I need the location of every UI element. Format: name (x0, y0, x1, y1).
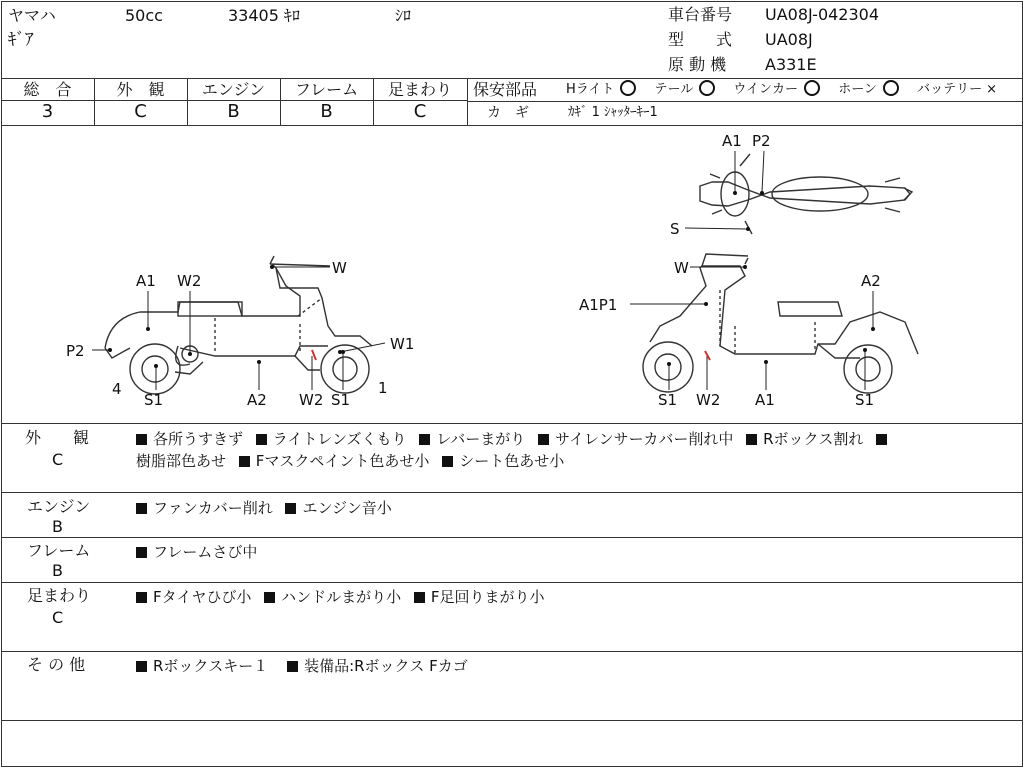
section-grade-suspension: C (52, 608, 64, 627)
bullet-icon (746, 434, 757, 445)
grade-header-overall: 総 合 (23, 80, 72, 99)
bullet-icon (264, 592, 275, 603)
grade-frame: B (320, 101, 333, 122)
safety-item: テール (655, 82, 716, 97)
right-a2-label: A2 (861, 272, 881, 290)
remarks-exterior: 各所うすきず ライトレンズくもり レバーまがり サイレンサーカバー削れ中 Rボックス割れ 樹脂部色あせ Fマスクペイント色あせ小 シート色あせ小 (136, 428, 1016, 472)
section-title-exterior: 外 観 (25, 428, 90, 447)
top-leaders (685, 151, 764, 229)
grade-header-frame: フレーム (294, 80, 359, 99)
remarks-engine: ファンカバー削れ エンジン音小 (136, 497, 392, 519)
divider (1, 537, 1022, 538)
grade-exterior: C (134, 101, 147, 122)
bullet-icon (419, 434, 430, 445)
ok-circle-icon (620, 80, 636, 96)
bullet-icon (136, 547, 147, 558)
section-title-other: そ の 他 (27, 655, 86, 674)
ok-circle-icon (883, 80, 899, 96)
left-w-label: W (332, 259, 347, 277)
safety-items (566, 80, 997, 100)
top-p2-label: P2 (752, 132, 771, 150)
frame-no: UA08J-042304 (765, 5, 880, 24)
color: ｼﾛ (395, 6, 412, 25)
section-grade-exterior: C (52, 450, 64, 469)
divider (1, 78, 1022, 79)
ok-circle-icon (699, 80, 715, 96)
bullet-icon (136, 592, 147, 603)
left-p2-label: P2 (66, 342, 85, 360)
safety-label: 保安部品 (473, 80, 538, 99)
left-a1-label: A1 (136, 272, 156, 290)
bullet-icon (136, 661, 147, 672)
right-s1a-label: S1 (658, 391, 678, 409)
left-s1a-label: S1 (144, 391, 164, 409)
safety-item: Hライト (566, 82, 636, 97)
remarks-other: Rボックスキー１ 装備品:Rボックス Fカゴ (136, 655, 468, 677)
ok-circle-icon (804, 80, 820, 96)
divider (467, 78, 468, 125)
bullet-icon (136, 503, 147, 514)
type-label: 型 式 (668, 30, 733, 49)
bullet-icon (414, 592, 425, 603)
right-w-label: W (674, 259, 689, 277)
key-value: ｶｷﾞ 1 ｼｬｯﾀｰｷｰ1 (568, 105, 658, 120)
section-grade-engine: B (52, 517, 63, 536)
displacement: 50cc (125, 6, 163, 25)
grade-suspension: C (413, 101, 427, 122)
divider (467, 101, 1022, 102)
right-s1b-label: S1 (855, 391, 875, 409)
left-4-label: 4 (112, 380, 122, 398)
bullet-icon (136, 434, 147, 445)
mileage: 33405 ｷﾛ (228, 6, 300, 25)
divider (1, 651, 1022, 652)
top-s-label: S (670, 220, 680, 238)
bullet-icon (239, 456, 250, 467)
right-w2-label: W2 (696, 391, 721, 409)
safety-item: ホーン (838, 82, 899, 97)
section-title-frame: フレーム (27, 541, 91, 560)
top-a1-label: A1 (722, 132, 742, 150)
scooter-top-view (700, 154, 912, 234)
type-value: UA08J (765, 30, 813, 49)
left-w1-label: W1 (390, 335, 415, 353)
bullet-icon (256, 434, 267, 445)
section-title-suspension: 足まわり (27, 586, 92, 605)
grade-overall: 3 (41, 101, 54, 122)
safety-item: ウインカー (733, 82, 820, 97)
section-title-engine: エンジン (27, 497, 91, 516)
right-a1-label: A1 (755, 391, 775, 409)
grade-header-exterior: 外 観 (116, 80, 165, 99)
bullet-icon (287, 661, 298, 672)
left-w2-top-label: W2 (177, 272, 202, 290)
engine-label: 原 動 機 (668, 55, 727, 74)
divider (1, 423, 1022, 424)
left-s1b-label: S1 (331, 391, 351, 409)
maker: ヤマハ (8, 6, 56, 25)
left-1-label: 1 (378, 379, 388, 397)
right-a1p1-label: A1P1 (579, 296, 618, 314)
section-grade-frame: B (52, 561, 63, 580)
bullet-icon (876, 434, 887, 445)
bullet-icon (538, 434, 549, 445)
bullet-icon (442, 456, 453, 467)
engine-value: A331E (765, 55, 817, 74)
frame-no-label: 車台番号 (668, 5, 733, 24)
right-leaders (630, 267, 873, 390)
divider (1, 582, 1022, 583)
safety-item: バッテリー × (917, 82, 997, 97)
left-a2-label: A2 (247, 391, 267, 409)
key-label: カ ギ (487, 105, 529, 121)
grade-header-engine: エンジン (201, 80, 266, 99)
damage-diagram (0, 126, 1024, 423)
divider (1, 720, 1022, 721)
left-w2-label: W2 (299, 391, 324, 409)
grade-header-suspension: 足まわり (387, 80, 452, 99)
remarks-frame: フレームさび中 (136, 541, 257, 563)
ng-x-icon: × (986, 82, 997, 97)
model-name: ｷﾞｱ (8, 30, 34, 50)
bullet-icon (285, 503, 296, 514)
grade-engine: B (227, 101, 240, 122)
remarks-suspension: Fタイヤひび小 ハンドルまがり小 F足回りまがり小 (136, 586, 545, 608)
divider (1, 492, 1022, 493)
